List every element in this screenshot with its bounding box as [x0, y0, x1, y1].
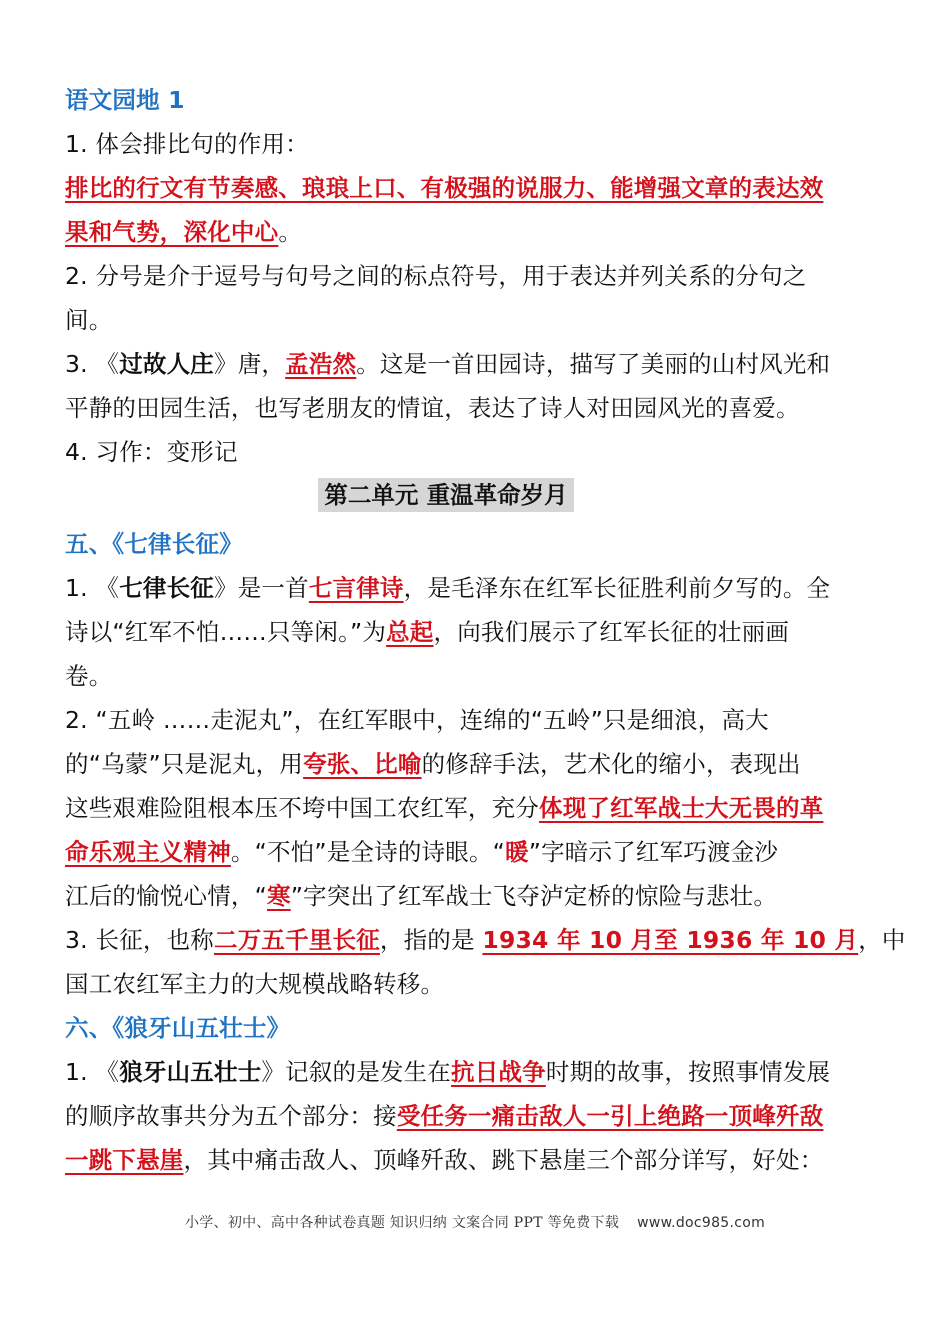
p1-line3: 卷。 — [65, 662, 113, 690]
red-answer: 总起 — [386, 618, 434, 646]
p2-line1: 2. “五岭 ……走泥丸”，在红军眼中，连绵的“五岭”只是细浪，高大 — [65, 706, 769, 734]
p3-line2: 国工农红军主力的大规模战略转移。 — [65, 970, 445, 998]
item-1-answer-line2: 果和气势，深化中心。 — [65, 218, 303, 246]
p2-line3: 这些艰难险阻根本压不垮中国工农红军，充分体现了红军战士大无畏的革 — [65, 794, 824, 822]
red-answer: 体现了红军战士大无畏的革 — [539, 794, 824, 822]
red-answer: 七言律诗 — [308, 574, 404, 602]
section-heading-langyashan: 六、《狼牙山五壮士》 — [65, 1014, 291, 1042]
red-answer: 果和气势，深化中心 — [65, 218, 279, 246]
red-keyword: 寒 — [266, 882, 291, 910]
p1-line1: 1. 《七律长征》是一首七言律诗，是毛泽东在红军长征胜利前夕写的。全 — [65, 574, 831, 602]
item-2-line2: 间。 — [65, 306, 113, 334]
p1-line2: 诗以“红军不怕……只等闲。”为总起，向我们展示了红军长征的壮丽画 — [65, 618, 790, 646]
red-date: 1934 年 10 月至 1936 年 10 月 — [482, 926, 859, 954]
section-heading-yuwenyuandi: 语文园地 1 — [65, 86, 185, 114]
red-answer: 抗日战争 — [451, 1058, 546, 1086]
poet-name: 孟浩然 — [285, 350, 357, 378]
item-2-line1: 2. 分号是介于逗号与句号之间的标点符号，用于表达并列关系的分句之 — [65, 262, 807, 290]
red-answer: 排比的行文有节奏感、琅琅上口、有极强的说服力、能增强文章的表达效 — [65, 174, 824, 202]
red-keyword: 暖 — [505, 838, 529, 866]
item-1-answer-line1 — [65, 166, 887, 210]
red-answer: 一跳下悬崖 — [65, 1146, 184, 1174]
footer-url[interactable]: www.doc985.com — [637, 1215, 766, 1231]
p3-line1: 3. 长征，也称二万五千里长征，指的是 1934 年 10 月至 1936 年 10 月，中 — [65, 926, 906, 954]
page-footer — [0, 1212, 950, 1232]
q1-line3: 一跳下悬崖，其中痛击敌人、顶峰歼敌、跳下悬崖三个部分详写，好处： — [65, 1146, 824, 1174]
q1-line1: 1. 《狼牙山五壮士》记叙的是发生在抗日战争时期的故事，按照事情发展 — [65, 1058, 831, 1086]
red-answer: 受任务一痛击敌人一引上绝路一顶峰歼敌 — [396, 1102, 824, 1130]
unit-title: 第二单元 重温革命岁月 — [318, 478, 573, 512]
item-3-line1: 3. 《过故人庄》唐，孟浩然。这是一首田园诗，描写了美丽的山村风光和 — [65, 350, 831, 378]
story-title: 狼牙山五壮士 — [119, 1058, 262, 1086]
p2-line4: 命乐观主义精神。“不怕”是全诗的诗眼。“暖”字暗示了红军巧渡金沙 — [65, 838, 779, 866]
p2-line2: 的“乌蒙”只是泥丸，用夸张、比喻的修辞手法，艺术化的缩小，表现出 — [65, 750, 801, 778]
item-1: 1. 体会排比句的作用： — [65, 130, 309, 158]
red-answer: 命乐观主义精神 — [65, 838, 231, 866]
footer-text: 小学、初中、高中各种试卷真题 知识归纳 文案合同 PPT 等免费下载 — [184, 1215, 620, 1231]
item-3-line2: 平静的田园生活，也写老朋友的情谊，表达了诗人对田园风光的喜爱。 — [65, 394, 800, 422]
q1-line2: 的顺序故事共分为五个部分：接受任务一痛击敌人一引上绝路一顶峰歼敌 — [65, 1102, 824, 1130]
red-answer: 二万五千里长征 — [214, 926, 380, 954]
poem-title: 过故人庄 — [119, 350, 215, 378]
red-answer: 夸张、比喻 — [303, 750, 422, 778]
document-body — [65, 78, 906, 1182]
poem-title: 七律长征 — [119, 574, 215, 602]
item-4: 4. 习作：变形记 — [65, 438, 238, 466]
section-heading-qilv: 五、《七律长征》 — [65, 530, 243, 558]
p2-line5: 江后的愉悦心情，“寒”字突出了红军战士飞夺泸定桥的惊险与悲壮。 — [65, 882, 778, 910]
unit-title-row — [65, 476, 887, 520]
